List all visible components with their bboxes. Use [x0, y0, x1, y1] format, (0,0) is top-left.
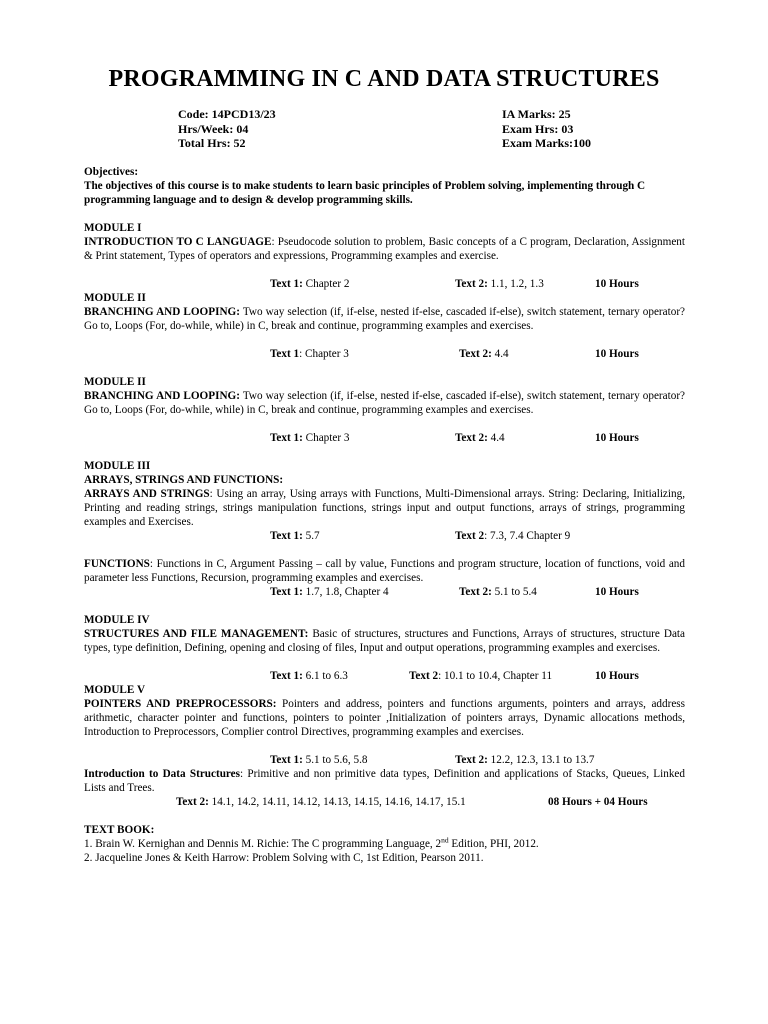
- text2-ref: 4.4: [487, 432, 505, 444]
- page-title: PROGRAMMING IN C AND DATA STRUCTURES: [108, 66, 660, 92]
- module-2a-text: Two way selection (if, if-else, nested if-else, cascaded if-else), switch statement, ternary operator? Go to, Loops (For, do-while, while) in C, break and continue, programming examples and exercises.: [84, 306, 686, 332]
- text2-label: Text 2:: [455, 432, 488, 444]
- module-1-text: : Pseudocode solution to problem, Basic concepts of a C program, Declaration, Assignment & Print statement, Types of operators and expressions, Programming examples and exercise.: [84, 236, 685, 262]
- module-4-hours: 10 Hours: [595, 670, 639, 682]
- module-1-text1: [270, 277, 349, 291]
- text2-ref: : 7.3, 7.4 Chapter 9: [484, 530, 571, 542]
- module-2a-text2: [459, 347, 509, 361]
- exam-marks: Exam Marks:100: [502, 136, 591, 150]
- text1-label: Text 1:: [270, 278, 303, 290]
- textbook-label: TEXT BOOK:: [84, 824, 155, 836]
- module-4-text: Basic of structures, structures and Functions, Arrays of structures, structure Data types, type definition, Defining, opening and closing of files, Input and output operations, programming examples and exercises.: [84, 628, 685, 654]
- text1-label: Text 1:: [270, 432, 303, 444]
- text1-label: Text 1:: [270, 586, 303, 598]
- text2-ref: 14.1, 14.2, 14.11, 14.12, 14.13, 14.15, 14.16, 14.17, 15.1: [208, 796, 466, 808]
- text1-label: Text 1: [270, 348, 300, 360]
- functions-heading: FUNCTIONS: [84, 558, 150, 570]
- module-4-body: [84, 627, 685, 655]
- text2-label: Text 2:: [455, 754, 488, 766]
- text2-ref: 12.2, 12.3, 13.1 to 13.7: [487, 754, 595, 766]
- text2-label: Text 2:: [455, 278, 488, 290]
- functions-text2: [459, 585, 537, 599]
- text1-ref: 6.1 to 6.3: [302, 670, 348, 682]
- module-4-heading: STRUCTURES AND FILE MANAGEMENT:: [84, 628, 309, 640]
- course-code: Code: 14PCD13/23: [178, 107, 276, 121]
- module-3-text2: [455, 529, 570, 543]
- module-2a-body: [84, 305, 685, 333]
- module-3-body: [84, 487, 685, 529]
- module-5-heading: POINTERS AND PREPROCESSORS:: [84, 698, 277, 710]
- objectives-label: Objectives:: [84, 166, 139, 178]
- text2-ref: 4.4: [491, 348, 509, 360]
- module-5-text2: [455, 753, 594, 767]
- module-5-text1: [270, 753, 367, 767]
- module-1-body: [84, 235, 685, 263]
- text2-label: Text 2:: [459, 348, 492, 360]
- text1-ref: 1.7, 1.8, Chapter 4: [302, 586, 389, 598]
- module-3-text: : Using an array, Using arrays with Functions, Multi-Dimensional arrays. String: Declaring, Initializing, Printing and reading strings, strings manipulation functions, strings input and output functions, arrays of strings, programming examples and Exercises.: [84, 488, 685, 528]
- data-structures-text2: [176, 795, 466, 809]
- course-info-right: [502, 107, 591, 151]
- module-1-hours: 10 Hours: [595, 278, 639, 290]
- objectives-text: The objectives of this course is to make students to learn basic principles of Problem solving, implementing through C programming language and to design & develop programming skills.: [84, 180, 646, 206]
- textbook-item-1-superscript: nd: [441, 835, 449, 845]
- text1-label: Text 1:: [270, 670, 303, 682]
- module-5-text: Pointers and address, pointers and functions arguments, pointers and arrays, address arithmetic, character pointer and functions, pointers to pointer ,Initialization of pointers arrays, Dynamic allocations methods, Introduction to Preprocessors, Complier control Directives, programming examples and exercises.: [84, 698, 685, 738]
- module-2b-hours: 10 Hours: [595, 432, 639, 444]
- text1-ref: Chapter 3: [302, 432, 350, 444]
- module-4-text1: [270, 669, 348, 683]
- functions-text: : Functions in C, Argument Passing – call by value, Functions and program structure, location of functions, void and parameter less Functions, Recursion, programming examples and exercises.: [84, 558, 685, 584]
- text1-ref: Chapter 2: [302, 278, 350, 290]
- module-2b-body: [84, 389, 685, 417]
- text1-ref: 5.1 to 5.6, 5.8: [302, 754, 368, 766]
- textbook-item-2: 2. Jacqueline Jones & Keith Harrow: Problem Solving with C, 1st Edition, Pearson 2011.: [84, 852, 484, 864]
- module-4-label: MODULE IV: [84, 614, 150, 626]
- textbook-item-1-text: 1. Brain W. Kernighan and Dennis M. Richie: The C programming Language, 2: [84, 838, 442, 850]
- text2-label: Text 2: [409, 670, 439, 682]
- module-2b-text: Two way selection (if, if-else, nested if-else, cascaded if-else), switch statement, ternary operator? Go to, Loops (For, do-while, while) in C, break and continue, programming examples and exercises.: [84, 390, 686, 416]
- module-1-heading: INTRODUCTION TO C LANGUAGE: [84, 236, 272, 248]
- module-5-body: [84, 697, 685, 739]
- text2-ref: : 10.1 to 10.4, Chapter 11: [438, 670, 553, 682]
- text1-ref: : Chapter 3: [299, 348, 349, 360]
- hours-per-week: Hrs/Week: 04: [178, 121, 249, 136]
- module-2a-heading: BRANCHING AND LOOPING:: [84, 306, 240, 318]
- module-1-text2: [455, 277, 544, 291]
- data-structures-body: [84, 767, 685, 795]
- module-2b-label: MODULE II: [84, 376, 146, 388]
- course-info-left: [178, 107, 276, 151]
- text2-label: Text 2:: [459, 586, 492, 598]
- module-2b-text2: [455, 431, 505, 445]
- module-2a-hours: 10 Hours: [595, 348, 639, 360]
- text2-label: Text 2:: [176, 796, 209, 808]
- textbook-item-1: [84, 837, 685, 851]
- module-5-label: MODULE V: [84, 684, 146, 696]
- text2-label: Text 2: [455, 530, 485, 542]
- data-structures-heading: Introduction to Data Structures: [84, 768, 241, 780]
- functions-text1: [270, 585, 389, 599]
- text2-ref: 1.1, 1.2, 1.3: [487, 278, 544, 290]
- data-structures-hours: 08 Hours + 04 Hours: [548, 796, 648, 808]
- module-3-label: MODULE III: [84, 460, 151, 472]
- textbook-item-1-edition: Edition, PHI, 2012.: [448, 838, 539, 850]
- data-structures-text: : Primitive and non primitive data types, Definition and applications of Stacks, Queues, Linked Lists and Trees.: [84, 768, 685, 794]
- module-4-text2: [409, 669, 552, 683]
- text1-label: Text 1:: [270, 754, 303, 766]
- module-1-label: MODULE I: [84, 222, 142, 234]
- text1-label: Text 1:: [270, 530, 303, 542]
- text1-ref: 5.7: [302, 530, 320, 542]
- text2-ref: 5.1 to 5.4: [491, 586, 537, 598]
- module-2a-label: MODULE II: [84, 292, 146, 304]
- functions-body: [84, 557, 685, 585]
- exam-hours: Exam Hrs: 03: [502, 121, 574, 136]
- ia-marks: IA Marks: 25: [502, 107, 571, 121]
- module-2b-text1: [270, 431, 349, 445]
- functions-hours: 10 Hours: [595, 586, 639, 598]
- module-2b-heading: BRANCHING AND LOOPING:: [84, 390, 240, 402]
- total-hours: Total Hrs: 52: [178, 136, 246, 150]
- module-3-heading: ARRAYS AND STRINGS: [84, 488, 210, 500]
- module-2a-text1: [270, 347, 349, 361]
- module-3-subtitle: ARRAYS, STRINGS AND FUNCTIONS:: [84, 474, 284, 486]
- module-3-text1: [270, 529, 320, 543]
